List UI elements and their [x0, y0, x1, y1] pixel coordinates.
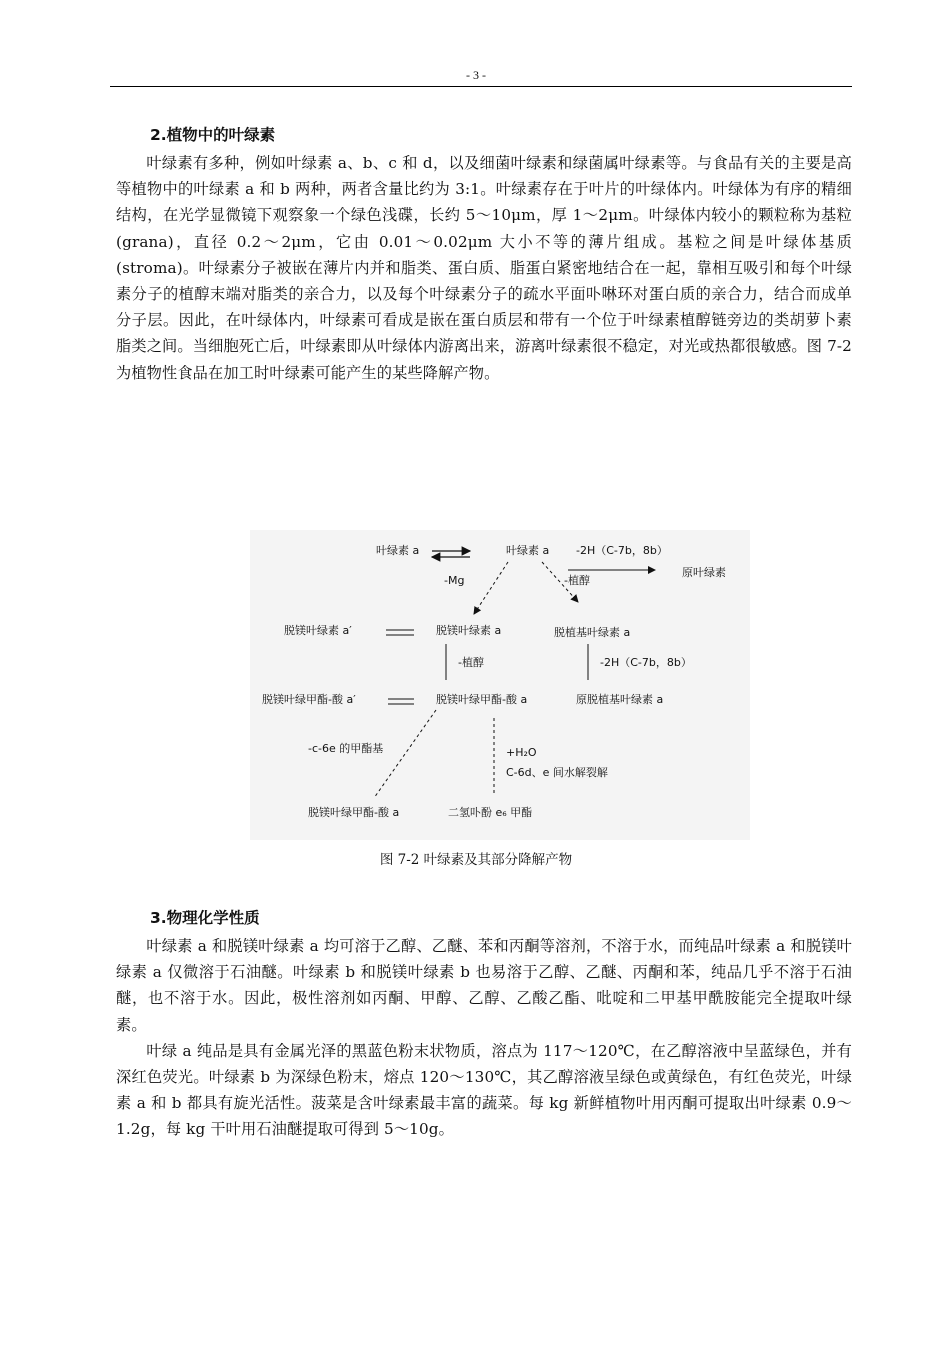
degradation-diagram [250, 530, 750, 840]
label-minus-2h-top: -2H（C-7b，8b） [576, 544, 668, 557]
body-paragraph: 叶绿素 a 和脱镁叶绿素 a 均可溶于乙醇、乙醚、苯和丙酮等溶剂，不溶于水，而纯品叶绿素 a 和脱镁叶绿素 a 仅微溶于石油醚。叶绿素 b 和脱镁叶绿素 b 也易溶于乙醇、乙醚、丙酮和苯，纯品几乎不溶于石油醚，也不溶于水。因此，极性溶剂如丙酮、甲醇、乙醇、乙酸乙酯、吡啶和二甲基甲酰胺能完全提取叶绿素。 [116, 937, 852, 1034]
label-minus-methyl: -c-6e 的甲酯基 [308, 742, 384, 755]
node-pheophorbide-ester-a-prime: 脱镁叶绿甲酯-酸 a′ [262, 693, 356, 706]
body-paragraph: 叶绿 a 纯品是具有金属光泽的黑蓝色粉末状物质，溶点为 117～120℃，在乙醇溶液中呈蓝绿色，并有深红色荧光。叶绿素 b 为深绿色粉末，熔点 120～130℃，其乙醇溶液呈绿色或黄绿色，有红色荧光，叶绿素 a 和 b 都具有旋光活性。菠菜是含叶绿素最丰富的蔬菜。每 kg 新鲜植物叶用丙酮可提取出叶绿素 0.9～1.2g，每 kg 干叶用石油醚提取可得到 5～10g。 [116, 1041, 852, 1139]
node-chlorophyllide-a: 脱植基叶绿素 a [554, 626, 631, 639]
label-minus-phytol-mid: -植醇 [458, 656, 484, 669]
label-minus-mg: -Mg [444, 574, 465, 587]
section-plant-chlorophyll [116, 120, 852, 386]
page-number: - 3 - [466, 68, 486, 82]
node-pheophorbide-a: 脱镁叶绿甲酯-酸 a [308, 806, 400, 819]
section-heading: 3.物理化学性质 [150, 909, 260, 927]
node-dihydro-product: 二氢卟酚 e₆ 甲酯 [448, 806, 533, 819]
dashed-line-to-pheophorbide [374, 710, 436, 798]
label-minus-2h-mid: -2H（C-7b，8b） [600, 656, 692, 669]
arrow-to-pheophytin [474, 562, 508, 614]
node-pyrochlorophyll: 原叶绿素 [682, 566, 726, 579]
node-pyrochlorophyllide-a: 原脱植基叶绿素 a [576, 693, 664, 706]
label-plus-water: +H₂O [506, 746, 537, 759]
body-paragraph: 叶绿素有多种，例如叶绿素 a、b、c 和 d，以及细菌叶绿素和绿菌属叶绿素等。与食品有关的主要是高等植物中的叶绿素 a 和 b 两种，两者含量比约为 3:1。叶绿素存在于叶片的叶绿体内。叶绿体为有序的精细结构，在光学显微镜下观察象一个绿色浅碟，长约 5～10μm，厚 1～2μm。叶绿体内较小的颗粒称为基粒(grana)，直径 0.2～2μm，它由 0.01～0.02μm 大小不等的薄片组成。基粒之间是叶绿体基质(stroma)。叶绿素分子被嵌在薄片内并和脂类、蛋白质、脂蛋白紧密地结合在一起，靠相互吸引和每个叶绿素分子的植醇末端对脂类的亲合力，以及每个叶绿素分子的疏水平面卟啉环对蛋白质的亲合力，结合而成单分子层。因此，在叶绿体内，叶绿素可看成是嵌在蛋白质层和带有一个位于叶绿素植醇链旁边的类胡萝卜素脂类之间。当细胞死亡后，叶绿素即从叶绿体内游离出来，游离叶绿素很不稳定，对光或热都很敏感。图 7-2 为植物性食品在加工时叶绿素可能产生的某些降解产物。 [116, 154, 852, 382]
header-rule [110, 86, 852, 87]
node-pheophytin-a-prime: 脱镁叶绿素 a′ [284, 624, 352, 637]
figure-caption: 图 7-2 叶绿素及其部分降解产物 [379, 852, 573, 868]
label-hydrolysis: C-6d、e 间水解裂解 [506, 766, 608, 779]
node-chlorophyll-a: 叶绿素 a [506, 544, 550, 557]
node-pheophytin-a: 脱镁叶绿素 a [436, 624, 502, 637]
diagram-canvas [250, 530, 750, 840]
node-pheophorbide-ester-a: 脱镁叶绿甲酯-酸 a [436, 693, 528, 706]
section-physicochemical [116, 903, 852, 1143]
label-minus-phytol-top: -植醇 [564, 574, 590, 587]
node-chlorophyll-a-left: 叶绿素 a [376, 544, 420, 557]
section-heading: 2.植物中的叶绿素 [150, 126, 276, 144]
